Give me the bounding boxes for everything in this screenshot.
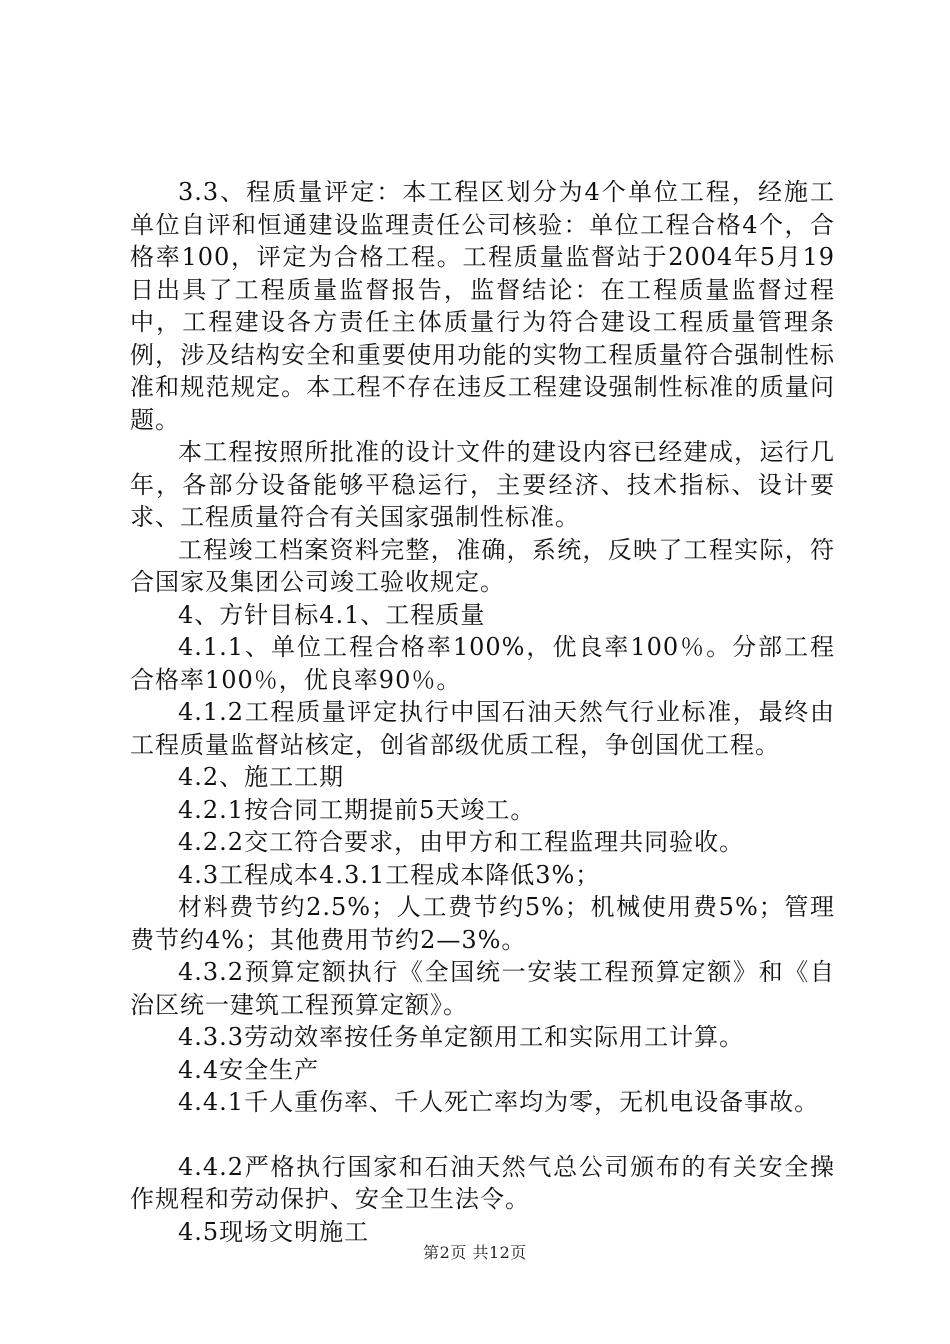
- paragraph-4-3-3: 4.3.3劳动效率按任务单定额用工和实际用工计算。: [178, 1023, 745, 1051]
- paragraph-archive-complete: 工程竣工档案资料完整，准确，系统，反映了工程实际，符合国家及集团公司竣工验收规定。: [130, 535, 835, 596]
- paragraph-4-4-2: 4.4.2严格执行国家和石油天然气总公司颁布的有关安全操作规程和劳动保护、安全卫生法令。: [130, 1152, 835, 1213]
- paragraph-4-1-2: 4.1.2工程质量评定执行中国石油天然气行业标准，最终由工程质量监督站核定，创省部级优质工程，争创国优工程。: [130, 698, 835, 759]
- document-body: [130, 176, 835, 1248]
- heading-4-3: 4.3工程成本4.3.1工程成本降低3%；: [178, 860, 601, 889]
- paragraph-4-1-1: 4.1.1、单位工程合格率100%，优良率100％。分部工程合格率100％，优良率90％。: [130, 633, 835, 694]
- paragraph-4-2-2: 4.2.2交工符合要求，由甲方和工程监理共同验收。: [178, 828, 745, 856]
- paragraph-cost-savings: 材料费节约2.5%；人工费节约5%；机械使用费5%；管理费节约4%；其他费用节约2—3%。: [130, 893, 835, 954]
- heading-policy-goals: 4、方针目标4.1、工程质量: [178, 600, 486, 629]
- paragraph-4-3-2: 4.3.2预算定额执行《全国统一安装工程预算定额》和《自治区统一建筑工程预算定额》。: [130, 958, 835, 1019]
- paragraph-4-2-1: 4.2.1按合同工期提前5天竣工。: [178, 795, 536, 824]
- heading-4-5: 4.5现场文明施工: [178, 1217, 370, 1246]
- paragraph-construction-complete: 本工程按照所批准的设计文件的建设内容已经建成，运行几年，各部分设备能够平稳运行，主要经济、技术指标、设计要求、工程质量符合有关国家强制性标准。: [130, 438, 835, 531]
- page-number-footer: 第2页 共12页: [423, 1243, 527, 1262]
- paragraph-quality-evaluation: 3.3、程质量评定：本工程区划分为4个单位工程，经施工单位自评和恒通建设监理责任公司核验：单位工程合格4个，合格率100，评定为合格工程。工程质量监督站于2004年5月19日出具了工程质量监督报告，监督结论：在工程质量监督过程中，工程建设各方责任主体质量行为符合建设工程质量管理条例，涉及结构安全和重要使用功能的实物工程质量符合强制性标准和规范规定。本工程不存在违反工程建设强制性标准的质量问题。: [130, 178, 835, 434]
- heading-4-4: 4.4安全生产: [178, 1055, 320, 1084]
- heading-4-2: 4.2、施工工期: [178, 763, 345, 791]
- paragraph-4-4-1: 4.4.1千人重伤率、千人死亡率均为零，无机电设备事故。: [178, 1088, 820, 1116]
